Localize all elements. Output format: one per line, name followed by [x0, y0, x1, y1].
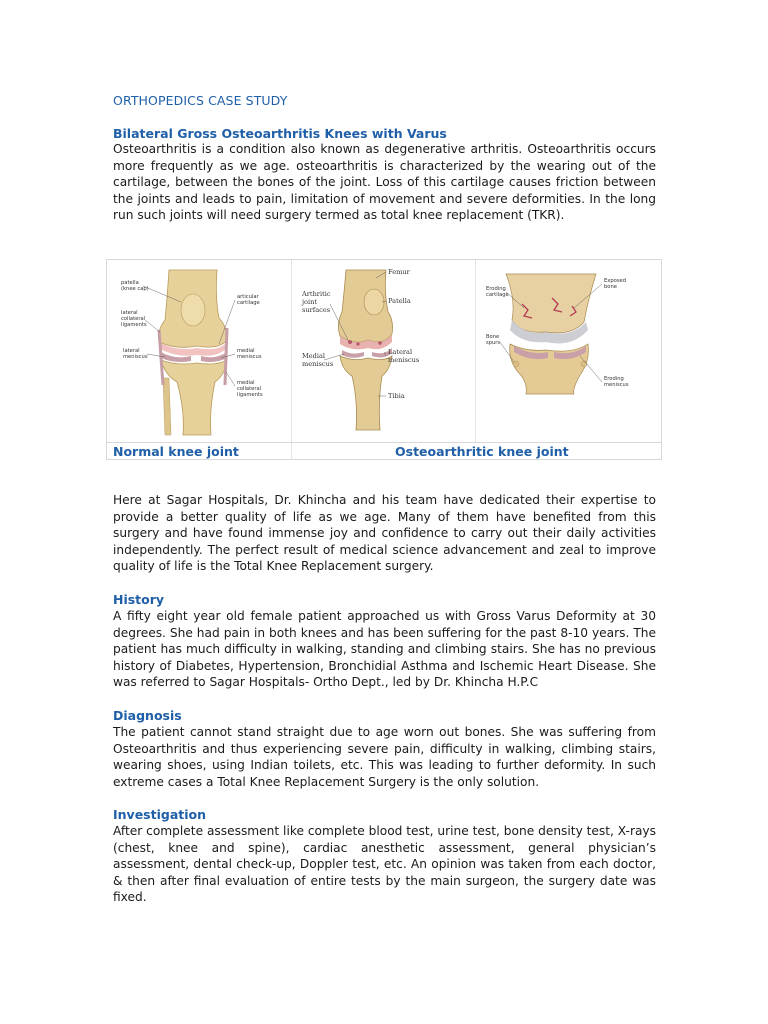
label-meniscus: meniscus	[123, 354, 148, 360]
label-lateral: lateral	[121, 310, 138, 316]
label-oa-meniscus: meniscus	[302, 360, 334, 368]
label-arthritic: Arthritic	[302, 290, 331, 298]
label-surfaces: surfaces	[302, 306, 331, 314]
label-cartilage: cartilage	[237, 300, 260, 306]
label-meniscus-eroding: meniscus	[604, 382, 629, 388]
label-eroding-cartilage: cartilage	[486, 292, 509, 298]
label-medial2: medial	[237, 380, 255, 386]
label-articular: articular	[237, 294, 259, 300]
history-heading: History	[113, 592, 165, 607]
label-spurs: spurs	[486, 340, 501, 346]
intro-paragraph: Osteoarthritis is a condition also known as degenerative arthritis. Osteoarthritis occurs more frequently as we age. osteoarthritis is characterized by the wearing out of the cartilage, between the bones of the joint. Loss of this cartilage causes friction between the joints and leads to pain, limitation of movement and severe deformities. In the long run such joints will need surgery termed as total knee replacement (TKR).	[113, 142, 656, 223]
label-oa-lateral-meniscus: meniscus	[388, 356, 420, 364]
label-joint: joint	[302, 298, 318, 306]
normal-knee-cell	[107, 260, 292, 442]
label-femur: Femur	[388, 268, 410, 276]
diagnosis-heading: Diagnosis	[113, 708, 182, 723]
oa-knee-cell	[292, 260, 476, 442]
label-kneecap: (knee cap)	[121, 286, 149, 292]
label-medial-meniscus: meniscus	[237, 354, 262, 360]
knee-figure-table	[106, 259, 662, 460]
label-exposed: Exposed	[604, 278, 627, 284]
label-ligaments2: ligaments	[237, 392, 263, 398]
normal-knee-illustration	[107, 260, 292, 442]
label-patella: patella	[121, 280, 139, 286]
label-oa-lateral: Lateral	[388, 348, 413, 356]
oa-closeup-cell	[476, 260, 661, 442]
label-collateral2: collateral	[237, 386, 262, 392]
label-lateral-meniscus: lateral	[123, 348, 140, 354]
label-ligaments: ligaments	[121, 322, 147, 328]
diagnosis-paragraph: The patient cannot stand straight due to age worn out bones. She was suffering from Osteoarthritis and thus experiencing severe pain, difficulty in walking, climbing stairs, wearing shoes, using Indian toilets, etc. This was leading to further deformity. In such extreme cases a Total Knee Replacement Surgery is the only solution.	[113, 725, 656, 789]
label-collateral: collateral	[121, 316, 146, 322]
investigation-heading: Investigation	[113, 807, 207, 822]
label-eroding: Eroding	[486, 286, 506, 292]
caption-divider	[291, 443, 292, 459]
osteoarthritic-knee-illustration	[292, 260, 476, 442]
caption-oa-knee: Osteoarthritic knee joint	[395, 444, 569, 459]
label-eroding-meniscus: Eroding	[604, 376, 624, 382]
document-title: ORTHOPEDICS CASE STUDY	[113, 93, 288, 108]
label-tibia: Tibia	[388, 392, 405, 400]
caption-normal-knee: Normal knee joint	[113, 444, 239, 459]
label-bone: bone	[604, 284, 617, 290]
case-subtitle: Bilateral Gross Osteoarthritis Knees with Varus	[113, 126, 447, 141]
label-bone-spurs: Bone	[486, 334, 500, 340]
history-paragraph: A fifty eight year old female patient approached us with Gross Varus Deformity at 30 degrees. She had pain in both knees and has been suffering for the past 8-10 years. The patient has much difficulty in walking, standing and climbing stairs. She has no previous history of Diabetes, Hypertension, Bronchidial Asthma and Ischemic Heart Disease. She was referred to Sagar Hospitals- Ortho Dept., led by Dr. Khincha H.P.C	[113, 609, 656, 690]
sagar-paragraph: Here at Sagar Hospitals, Dr. Khincha and his team have dedicated their expertise to provide a better quality of life as we age. Many of them have benefited from this surgery and have found immense joy and confidence to carry out their daily activities independently. The perfect result of medical science advancement and zeal to improve quality of life is the Total Knee Replacement surgery.	[113, 493, 656, 574]
investigation-paragraph: After complete assessment like complete blood test, urine test, bone density test, X-rays (chest, knee and spine), cardiac anesthetic assessment, general physician’s assessment, dental check-up, Doppler test, etc. An opinion was taken from each doctor, & then after final evaluation of entire tests by the main surgeon, the surgery date was fixed.	[113, 824, 656, 905]
figure-caption-row	[107, 442, 661, 459]
oa-closeup-illustration	[476, 260, 661, 442]
label-oa-medial: Medial	[302, 352, 326, 360]
label-medial: medial	[237, 348, 255, 354]
label-oa-patella: Patella	[388, 297, 411, 305]
